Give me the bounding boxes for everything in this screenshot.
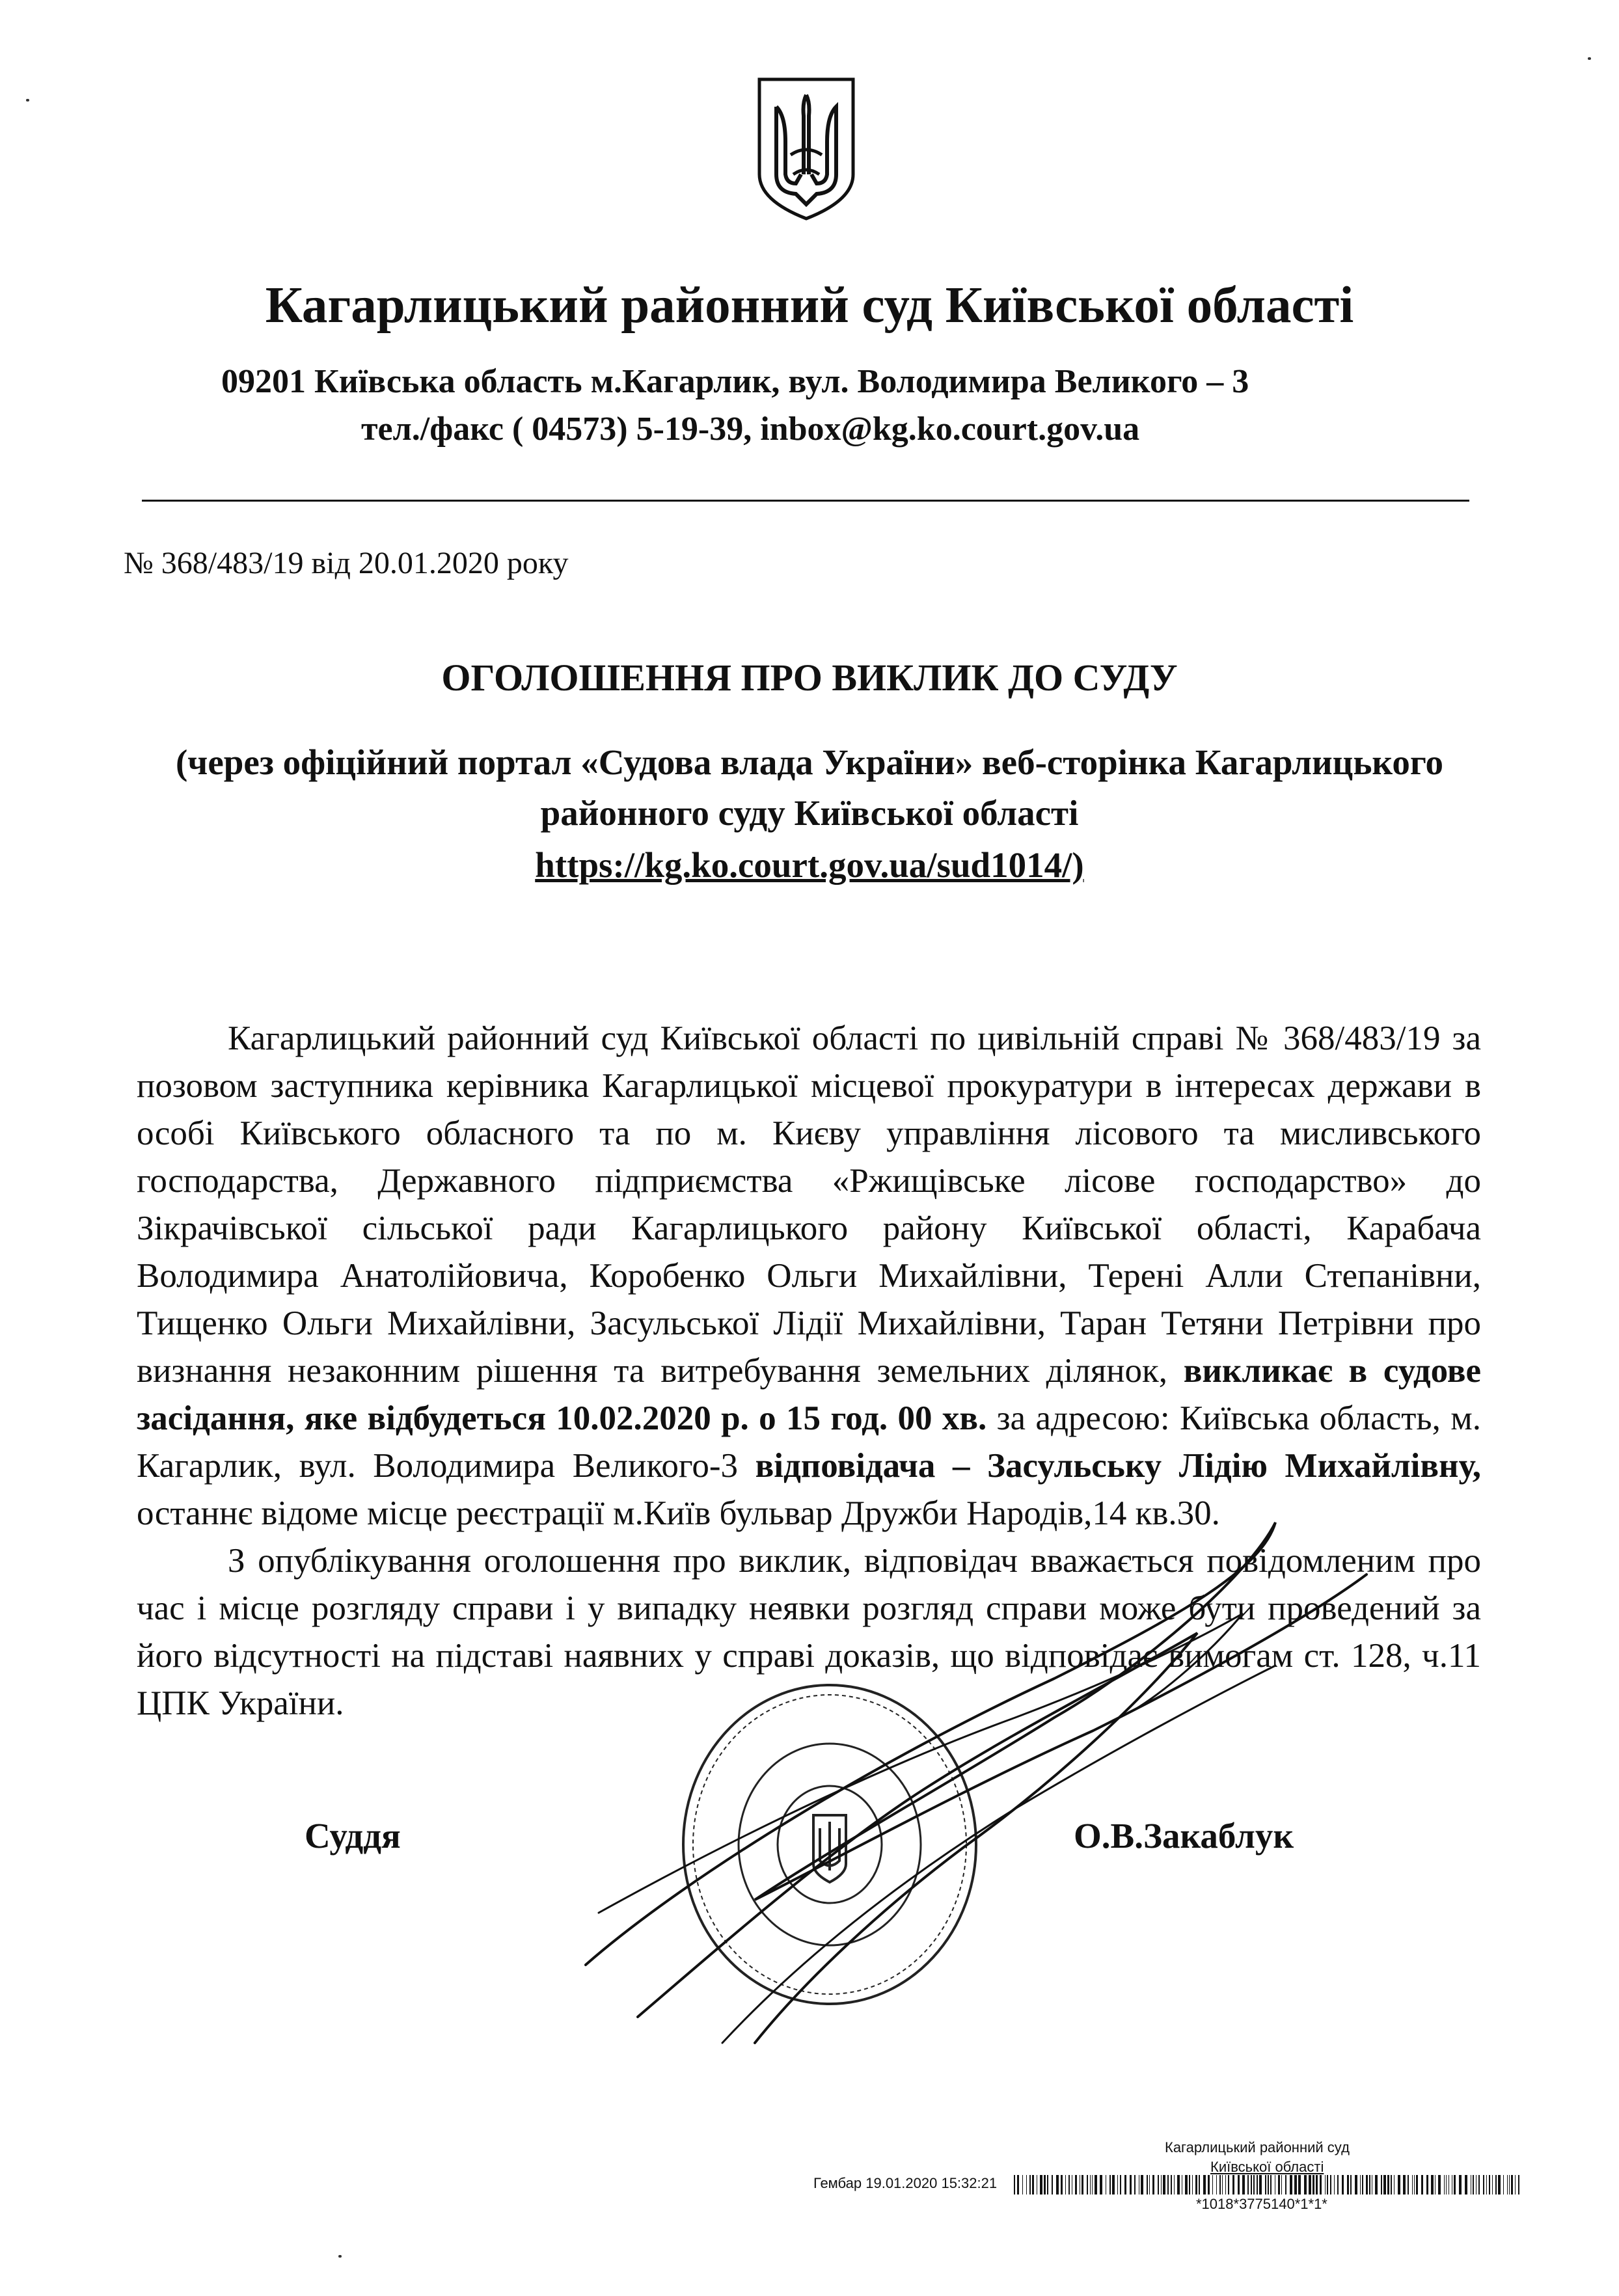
registration-court: Кагарлицький районний суд	[1165, 2139, 1350, 2155]
notice-subtitle-link: https://kg.ko.court.gov.ua/sud1014/)	[535, 845, 1084, 885]
judge-name: О.В.Закаблук	[1074, 1816, 1294, 1856]
header-divider	[142, 500, 1469, 502]
case-details-text: Кагарлицький районний суд Київської області по цивільній справі № 368/483/19 за позовом заступника керівника Кагарлицької місцевої прокуратури в інтересах держави в особі Київського обласного та по м. Києву управління лісового та мисливського господарства, Державного підприємства «Ржищівське лісове господарство» до Зікрачівської сільської ради Кагарлицького району Київської області, Карабача Володимира Анатолійовича, Коробенко Ольги Михайлівни, Терені Алли Степанівни, Тищенко Ольги Михайлівни, Засульської Лідії Михайлівни, Таран Тетяни Петрівни про визнання незаконним рішення та витребування земельних ділянок,	[137, 1020, 1481, 1390]
scan-speck	[1588, 57, 1591, 60]
notice-subtitle-line-2: районного суду Київської області	[540, 793, 1079, 833]
registration-region: Київської області	[1210, 2159, 1324, 2175]
court-name-heading: Кагарлицький районний суд Київської області	[265, 277, 1354, 334]
notice-subtitle-line-1: (через офіційний портал «Судова влада України» веб-сторінка Кагарлицького	[175, 742, 1443, 782]
notice-title: ОГОЛОШЕННЯ ПРО ВИКЛИК ДО СУДУ	[441, 656, 1178, 699]
paragraph-2: З опублікування оголошення про виклик, відповідач вважається повідомленим про час і місце розгляду справи і у випадку неявки розгляд справи може бути проведений за його відсутності на підставі наявних у справі доказів, що відповідає вимогам ст. 128, ч.11 ЦПК України.	[137, 1542, 1481, 1722]
scan-speck	[26, 99, 29, 101]
document-reference: № 368/483/19 від 20.01.2020 року	[124, 546, 569, 580]
paragraph-1	[137, 1015, 1481, 1537]
coat-of-arms-icon	[757, 77, 856, 221]
summons-text: викликає в судове засідання, яке відбудеться 10.02.2020 р. о 15 год. 00 хв.	[137, 1352, 1481, 1437]
registration-code: *1018*3775140*1*1*	[1196, 2196, 1327, 2212]
defendant-residence-text: останнє відоме місце реєстрації м.Київ бульвар Дружби Народів,14 кв.30.	[137, 1494, 1220, 1532]
scan-speck	[338, 2255, 342, 2258]
judge-signature	[560, 1483, 1549, 2056]
hearing-address-text: за адресою: Київська область, м. Кагарлик, вул. Володимира Великого-3	[137, 1399, 1481, 1485]
registration-registrar: Гембар 19.01.2020 15:32:21	[813, 2175, 998, 2191]
judge-label: Суддя	[305, 1816, 401, 1856]
defendant-name-text: відповідача – Засульську Лідію Михайлівну,	[755, 1447, 1481, 1485]
court-address: 09201 Київська область м.Кагарлик, вул. Володимира Великого – 3	[221, 363, 1249, 400]
court-contacts: тел./факс ( 04573) 5-19-39, inbox@kg.ko.court.gov.ua	[361, 411, 1140, 448]
barcode	[1014, 2175, 1521, 2195]
